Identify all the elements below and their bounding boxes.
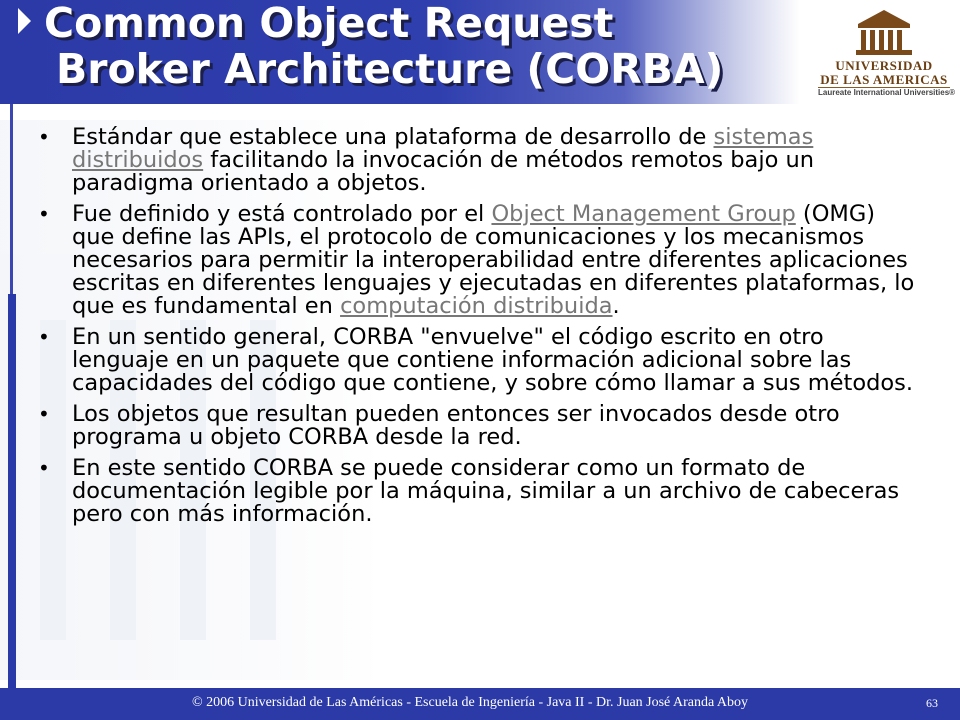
bullet-text: Estándar que establece una plataforma de desarrollo de: [72, 124, 714, 150]
bullet-dot-icon: •: [38, 202, 50, 226]
bullet-text: .: [612, 293, 620, 319]
university-logo: [818, 8, 956, 100]
bullet-item: [36, 203, 916, 318]
slide-header: [0, 0, 960, 108]
logo-line2: DE LAS AMERICAS: [820, 72, 948, 87]
building-icon: [818, 8, 950, 58]
slide-title-line2: Broker Architecture (CORBA): [56, 45, 724, 93]
logo-line3: Laureate International Universities®: [818, 88, 956, 97]
bullet-text: Los objetos que resultan pueden entonces ser invocados desde otro programa u objeto CORBA desde la red.: [72, 401, 840, 450]
bullet-item: [36, 403, 916, 449]
logo-line1: UNIVERSIDAD: [835, 58, 933, 73]
left-accent-bar: [8, 294, 16, 688]
bullet-dot-icon: •: [38, 325, 50, 349]
inline-link[interactable]: Object Management Group: [491, 201, 796, 227]
bullet-item: [36, 326, 916, 395]
slide-body: [36, 126, 916, 534]
slide-title-line1: Common Object Request: [44, 0, 614, 47]
bullet-dot-icon: •: [38, 402, 50, 426]
page-number: 63: [926, 696, 938, 710]
slide-footer: [0, 688, 960, 720]
inline-link[interactable]: sistemas distribuidos: [72, 124, 814, 173]
bullet-text: facilitando la invocación de métodos remotos bajo un paradigma orientado a objetos.: [72, 147, 815, 196]
bullet-text: Fue definido y está controlado por el: [72, 201, 492, 227]
bullet-text: En este sentido CORBA se puede considerar como un formato de documentación legible por la máquina, similar a un archivo de cabeceras pero con más información.: [72, 455, 900, 527]
bullet-text: En un sentido general, CORBA "envuelve" el código escrito en otro lenguaje en un paquete que contiene información adicional sobre las capacidades del código que contiene, y sobre cómo llamar a sus métodos.: [72, 324, 914, 396]
bullet-text: (OMG) que define las APIs, el protocolo de comunicaciones y los mecanismos necesarios para permitir la interoperabilidad entre diferentes aplicaciones escritas en diferentes lenguajes y ejecutadas en diferentes plataformas, lo que es fundamental en: [72, 201, 915, 319]
bullet-list: [36, 126, 916, 526]
footer-text: © 2006 Universidad de Las Américas - Escuela de Ingeniería - Java II - Dr. Juan José Aranda Aboy: [191, 695, 749, 710]
triangle-marker-icon: [18, 8, 31, 34]
slide-title: [44, 0, 723, 92]
bullet-item: [36, 457, 916, 526]
bullet-item: [36, 126, 916, 195]
bullet-dot-icon: •: [38, 456, 50, 480]
inline-link[interactable]: computación distribuida: [340, 293, 613, 319]
left-accent-rule: [10, 104, 13, 294]
bullet-dot-icon: •: [38, 125, 50, 149]
